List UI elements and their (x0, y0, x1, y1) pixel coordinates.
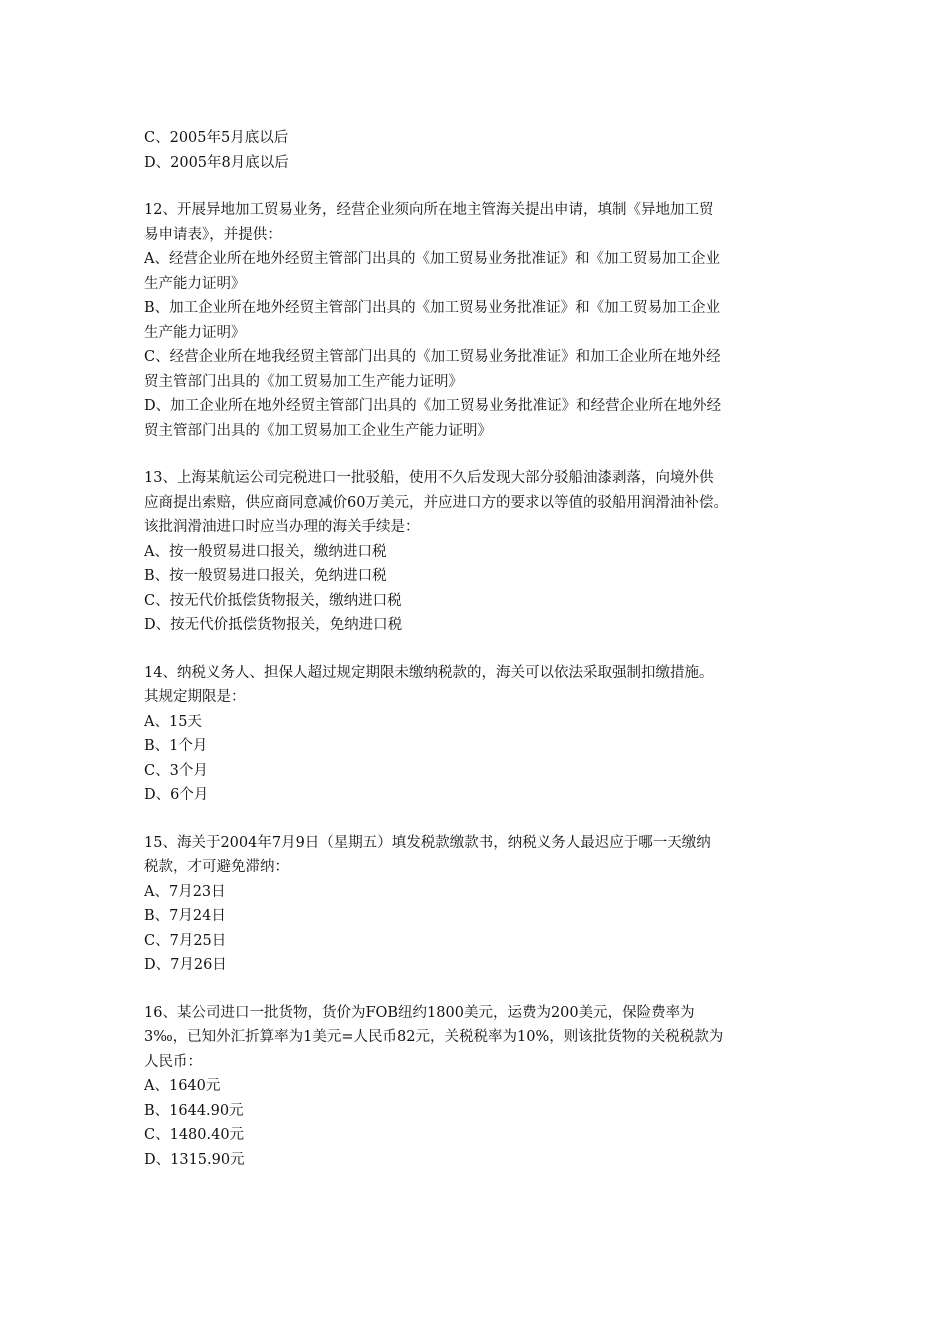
question-text: 16、某公司进口一批货物，货价为FOB纽约1800美元，运费为200美元，保险费率为 (144, 1004, 695, 1021)
question-16 (144, 1001, 824, 1173)
question-13 (144, 466, 824, 638)
option-a: 生产能力证明》 (144, 275, 246, 292)
question-text: 人民币： (144, 1053, 202, 1070)
option-b: B、1个月 (144, 738, 208, 754)
document-page (144, 126, 824, 1172)
option-d: D、2005年8月底以后 (144, 154, 289, 171)
option-a: A、15天 (144, 713, 202, 730)
option-c: C、2005年5月底以后 (144, 130, 289, 146)
option-d: D、6个月 (144, 787, 209, 803)
option-a: A、按一般贸易进口报关，缴纳进口税 (144, 543, 387, 560)
option-a: A、7月23日 (144, 883, 226, 900)
question-text: 易申请表》，并提供： (144, 226, 282, 243)
question-text: 12、开展异地加工贸易业务，经营企业须向所在地主管海关提出申请，填制《异地加工贸 (144, 202, 714, 218)
option-a: A、1640元 (144, 1078, 221, 1094)
option-d: D、1315.90元 (144, 1151, 245, 1168)
question-text: 13、上海某航运公司完税进口一批驳船，使用不久后发现大部分驳船油漆剥落，向境外供 (144, 470, 714, 486)
option-c: C、按无代价抵偿货物报关，缴纳进口税 (144, 592, 402, 609)
option-b: 生产能力证明》 (144, 324, 246, 341)
option-c: C、7月25日 (144, 932, 227, 949)
option-b: B、加工企业所在地外经贸主管部门出具的《加工贸易业务批准证》和《加工贸易加工企业 (144, 300, 721, 316)
question-text: 应商提出索赔，供应商同意减价60万美元，并应进口方的要求以等值的驳船用润滑油补偿。 (144, 494, 728, 511)
option-c: 贸主管部门出具的《加工贸易加工生产能力证明》 (144, 373, 463, 390)
option-c: C、经营企业所在地我经贸主管部门出具的《加工贸易业务批准证》和加工企业所在地外经 (144, 349, 721, 365)
question-text: 税款，才可避免滞纳： (144, 859, 289, 875)
option-d: D、加工企业所在地外经贸主管部门出具的《加工贸易业务批准证》和经营企业所在地外经 (144, 398, 722, 414)
option-b: B、1644.90元 (144, 1102, 244, 1119)
question-text: 其规定期限是： (144, 689, 246, 705)
option-d: D、按无代价抵偿货物报关，免纳进口税 (144, 617, 403, 633)
option-d: 贸主管部门出具的《加工贸易加工企业生产能力证明》 (144, 422, 492, 439)
question-12 (144, 198, 824, 443)
question-text: 3‰，已知外汇折算率为1美元=人民币82元，关税税率为10%，则该批货物的关税税款为 (144, 1029, 724, 1045)
question-11-options-tail (144, 126, 824, 175)
option-a: A、经营企业所在地外经贸主管部门出具的《加工贸易业务批准证》和《加工贸易加工企业 (144, 251, 720, 267)
question-14 (144, 661, 824, 808)
question-text: 15、海关于2004年7月9日（星期五）填发税款缴款书，纳税义务人最迟应于哪一天缴纳 (144, 834, 711, 851)
option-c: C、3个月 (144, 762, 208, 779)
option-b: B、按一般贸易进口报关，免纳进口税 (144, 568, 387, 584)
option-b: B、7月24日 (144, 908, 226, 924)
question-15 (144, 831, 824, 978)
question-text: 该批润滑油进口时应当办理的海关手续是： (144, 519, 420, 535)
option-d: D、7月26日 (144, 957, 227, 973)
question-text: 14、纳税义务人、担保人超过规定期限未缴纳税款的，海关可以依法采取强制扣缴措施。 (144, 664, 714, 681)
option-c: C、1480.40元 (144, 1127, 245, 1143)
